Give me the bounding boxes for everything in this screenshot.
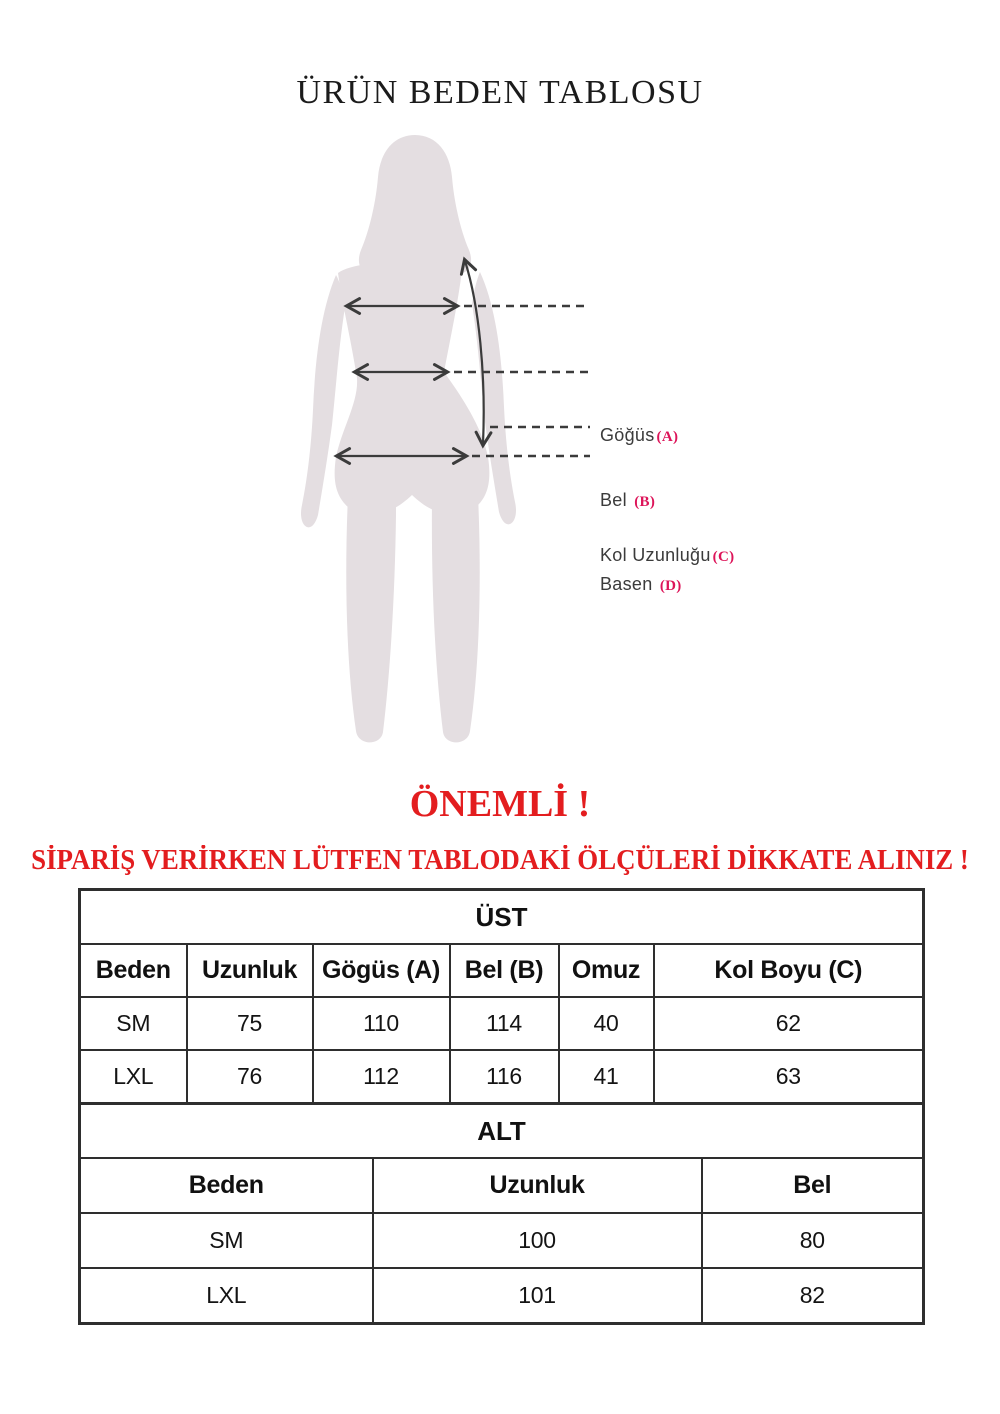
cell-value: 41 (559, 1050, 654, 1104)
cell-value: 63 (654, 1050, 924, 1104)
cell-value: 80 (702, 1213, 924, 1268)
cell-value: 112 (313, 1050, 450, 1104)
cell-size: LXL (80, 1050, 187, 1104)
cell-value: 110 (313, 997, 450, 1050)
cell-value: 82 (702, 1268, 924, 1324)
table-alt-title: ALT (80, 1104, 924, 1159)
label-waist-text: Bel (600, 490, 627, 510)
cell-value: 101 (373, 1268, 702, 1324)
label-chest (600, 425, 678, 446)
label-arm-length-letter: (C) (712, 549, 735, 565)
cell-value: 75 (187, 997, 313, 1050)
table-alt (78, 1102, 925, 1325)
label-arm-length-text: Kol Uzunluğu (600, 545, 711, 565)
table-row (80, 1268, 924, 1324)
label-arm-length (600, 545, 734, 566)
col-header-uzunluk: Uzunluk (187, 944, 313, 997)
label-hip (600, 574, 682, 595)
table-ust-header-row (80, 944, 924, 997)
col-header-gogus: Gögüs (A) (313, 944, 450, 997)
table-row (80, 997, 924, 1050)
page-title: ÜRÜN BEDEN TABLOSU (296, 74, 704, 111)
label-chest-letter: (A) (656, 429, 679, 445)
size-diagram (250, 130, 735, 775)
label-waist (600, 490, 655, 511)
label-waist-letter: (B) (634, 494, 656, 510)
table-alt-header-row (80, 1158, 924, 1213)
cell-value: 116 (450, 1050, 559, 1104)
table-ust-title: ÜST (80, 890, 924, 945)
table-row (80, 1213, 924, 1268)
col-header-kol-boyu: Kol Boyu (C) (654, 944, 924, 997)
label-hip-text: Basen (600, 574, 653, 594)
cell-size: SM (80, 997, 187, 1050)
body-silhouette-figure (250, 130, 700, 775)
col-header-uzunluk: Uzunluk (373, 1158, 702, 1213)
cell-value: 40 (559, 997, 654, 1050)
cell-value: 114 (450, 997, 559, 1050)
cell-size: SM (80, 1213, 373, 1268)
cell-value: 62 (654, 997, 924, 1050)
label-chest-text: Göğüs (600, 425, 655, 445)
label-hip-letter: (D) (659, 578, 682, 594)
col-header-beden: Beden (80, 944, 187, 997)
important-heading: ÖNEMLİ ! (409, 783, 591, 825)
col-header-beden: Beden (80, 1158, 373, 1213)
cell-size: LXL (80, 1268, 373, 1324)
warning-text: SİPARİŞ VERİRKEN LÜTFEN TABLODAKİ ÖLÇÜLERİ DİKKATE ALINIZ ! (31, 845, 969, 876)
col-header-bel: Bel (702, 1158, 924, 1213)
table-ust (78, 888, 925, 1105)
cell-value: 76 (187, 1050, 313, 1104)
table-row (80, 1050, 924, 1104)
cell-value: 100 (373, 1213, 702, 1268)
col-header-bel: Bel (B) (450, 944, 559, 997)
col-header-omuz: Omuz (559, 944, 654, 997)
size-tables (78, 888, 922, 1325)
